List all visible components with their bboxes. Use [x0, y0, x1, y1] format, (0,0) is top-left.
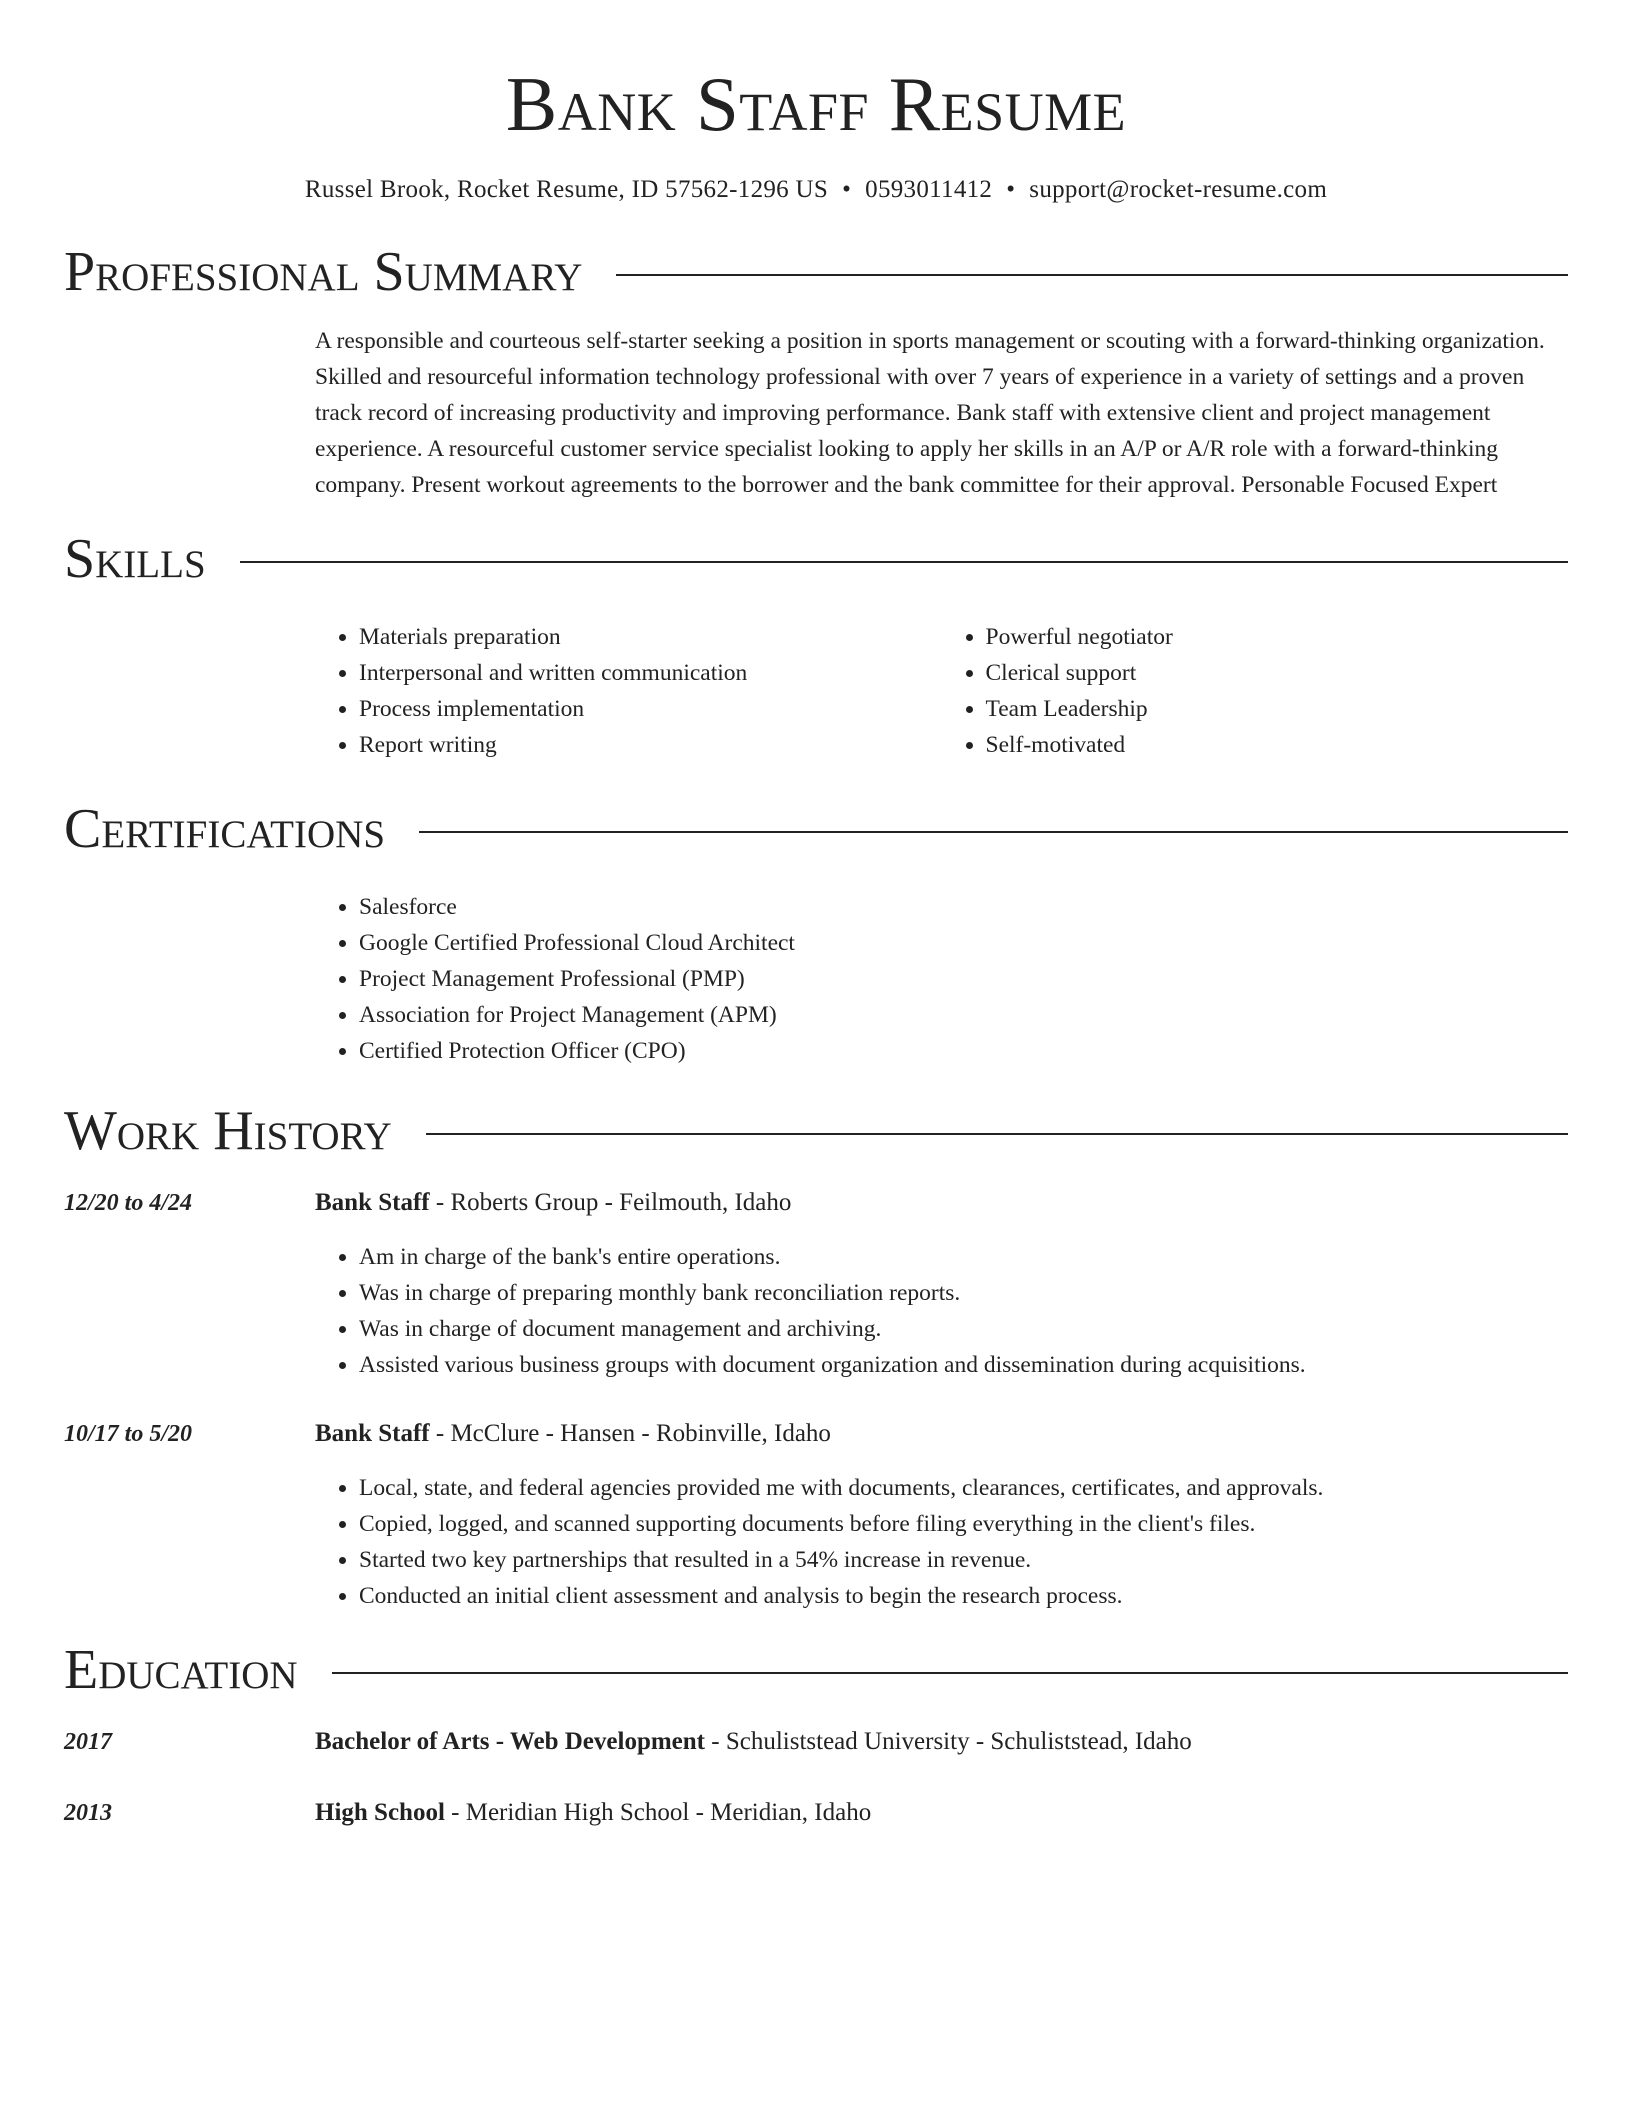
- skill-item: • Powerful negotiator: [986, 619, 1569, 655]
- job-entry: [64, 1416, 1568, 1614]
- education-section: [64, 1638, 1568, 1831]
- section-divider: [616, 274, 1568, 276]
- contact-phone: 0593011412: [865, 176, 993, 203]
- job-details: - McClure - Hansen - Robinville, Idaho: [429, 1420, 831, 1447]
- resume-page: [64, 0, 1568, 1831]
- skill-item: • Report writing: [359, 727, 942, 763]
- education-role: [315, 1795, 871, 1831]
- job-bullet: • Conducted an initial client assessment and analysis to begin the research process.: [359, 1578, 1568, 1614]
- job-dates: 12/20 to 4/24: [64, 1190, 193, 1216]
- job-entry: [64, 1185, 1568, 1383]
- skill-item: • Process implementation: [359, 691, 942, 727]
- skills-list-right: [942, 619, 1569, 763]
- job-details: - Roberts Group - Feilmouth, Idaho: [429, 1189, 792, 1216]
- skills-heading: [64, 527, 1568, 591]
- certification-item: • Association for Project Management (APM): [359, 997, 1568, 1033]
- contact-separator: •: [842, 176, 852, 203]
- work-section: [64, 1099, 1568, 1614]
- skill-item: • Interpersonal and written communication: [359, 655, 942, 691]
- job-bullet: • Started two key partnerships that resulted in a 54% increase in revenue.: [359, 1542, 1568, 1578]
- certifications-section: [64, 797, 1568, 1069]
- job-role: [315, 1185, 791, 1221]
- job-bullet: • Am in charge of the bank's entire operations.: [359, 1239, 1568, 1275]
- skills-heading-text: Skills: [64, 528, 206, 590]
- education-degree: Bachelor of Arts - Web Development: [315, 1728, 706, 1755]
- skill-item: • Team Leadership: [986, 691, 1569, 727]
- education-entry: [64, 1795, 1568, 1831]
- education-heading: [64, 1638, 1568, 1702]
- skill-item: • Clerical support: [986, 655, 1569, 691]
- job-bullet: • Local, state, and federal agencies provided me with documents, clearances, certificates, and approvals.: [359, 1470, 1568, 1506]
- education-role: [315, 1724, 1192, 1760]
- job-title: Bank Staff: [315, 1420, 430, 1447]
- job-bullet: • Copied, logged, and scanned supporting documents before filing everything in the client's files.: [359, 1506, 1568, 1542]
- education-year: 2017: [64, 1729, 112, 1755]
- certification-item: • Certified Protection Officer (CPO): [359, 1033, 1568, 1069]
- education-degree: High School: [315, 1799, 445, 1826]
- certification-item: • Project Management Professional (PMP): [359, 961, 1568, 997]
- skills-section: [64, 527, 1568, 763]
- summary-section: [64, 240, 1568, 503]
- skill-item: • Materials preparation: [359, 619, 942, 655]
- certifications-heading-text: Certifications: [64, 798, 386, 860]
- job-bullet: • Assisted various business groups with document organization and dissemination during acquisitions.: [359, 1347, 1568, 1383]
- summary-heading-text: Professional Summary: [64, 241, 583, 303]
- contact-separator: •: [1006, 176, 1016, 203]
- certification-item: • Google Certified Professional Cloud Architect: [359, 925, 1568, 961]
- education-year: 2013: [64, 1800, 112, 1826]
- education-details: - Schuliststead University - Schuliststead, Idaho: [705, 1728, 1192, 1755]
- job-bullet: • Was in charge of document management and archiving.: [359, 1311, 1568, 1347]
- job-dates: 10/17 to 5/20: [64, 1421, 193, 1447]
- education-entry: [64, 1724, 1568, 1760]
- job-bullet: • Was in charge of preparing monthly bank reconciliation reports.: [359, 1275, 1568, 1311]
- skills-list-left: [315, 619, 942, 763]
- certification-item: • Salesforce: [359, 889, 1568, 925]
- contact-address: Russel Brook, Rocket Resume, ID 57562-1296 US: [304, 176, 829, 203]
- job-role: [315, 1416, 831, 1452]
- section-divider: [426, 1133, 1568, 1135]
- job-title: Bank Staff: [315, 1189, 430, 1216]
- section-divider: [240, 561, 1568, 563]
- work-heading: [64, 1099, 1568, 1163]
- job-bullets: [315, 1239, 1568, 1383]
- education-heading-text: Education: [64, 1639, 298, 1701]
- certifications-list: [315, 889, 1568, 1069]
- summary-text: A responsible and courteous self-starter seeking a position in sports management or scouting with a forward-thinking organization. Skilled and resourceful information technology professional with over 7 years of experience in a variety of settings and a proven track record of increasing productivity and improving performance. Bank staff with extensive client and project management experience. A resourceful customer service specialist looking to apply her skills in an A/P or A/R role with a forward-thinking company. Present workout agreements to the borrower and the bank committee for their approval. Personable Focused Expert: [315, 328, 1545, 498]
- summary-heading: [64, 240, 1568, 304]
- work-heading-text: Work History: [64, 1100, 392, 1162]
- resume-title: Bank Staff Resume: [505, 61, 1127, 147]
- contact-email: support@rocket-resume.com: [1029, 176, 1328, 203]
- skill-item: • Self-motivated: [986, 727, 1569, 763]
- section-divider: [332, 1672, 1568, 1674]
- contact-line: [64, 174, 1568, 206]
- section-divider: [419, 831, 1568, 833]
- job-bullets: [315, 1470, 1568, 1614]
- education-details: - Meridian High School - Meridian, Idaho: [444, 1799, 872, 1826]
- certifications-heading: [64, 797, 1568, 861]
